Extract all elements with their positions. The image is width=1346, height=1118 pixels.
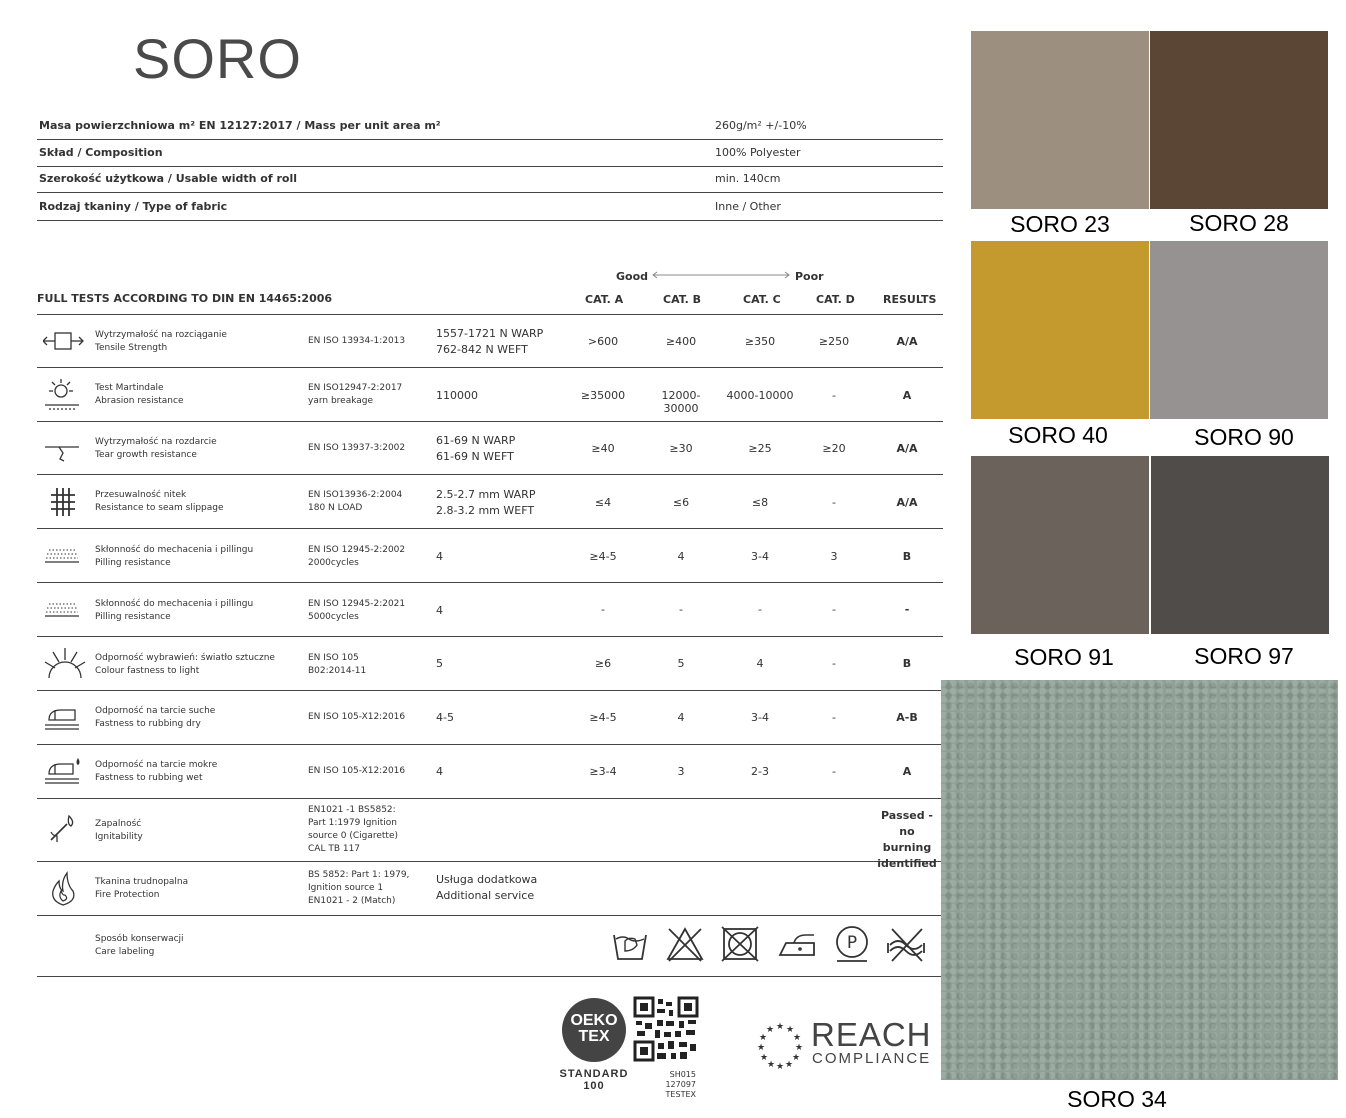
- cat-d-value: ≥20: [822, 442, 846, 455]
- cat-c-value: ≤8: [751, 496, 769, 509]
- pilling-icon: [43, 544, 83, 568]
- oeko-standard-label: STANDARD: [559, 1068, 629, 1080]
- test-standard: 5000cycles: [308, 612, 359, 622]
- test-standard: Ignition source 1: [308, 883, 384, 893]
- cat-c-value: 4000-10000: [726, 389, 794, 402]
- svg-text:★: ★: [766, 1060, 776, 1070]
- cat-b-value: 5: [677, 657, 685, 670]
- ignitability-icon: [43, 814, 83, 846]
- spec-row: [37, 113, 943, 140]
- table-row: [37, 423, 943, 475]
- rubbing-dry-icon: [43, 704, 83, 732]
- test-name-pl: Tkanina trudnopalna: [95, 877, 189, 887]
- test-name-en: Tensile Strength: [95, 343, 168, 353]
- spec-value: 260g/m² +/-10%: [715, 119, 807, 132]
- test-standard: 180 N LOAD: [308, 503, 363, 513]
- swatch-label: SORO 28: [1189, 210, 1289, 236]
- swatch-label: SORO 23: [1010, 211, 1110, 237]
- test-name-en: Pilling resistance: [95, 612, 171, 622]
- swatch-label: SORO 91: [1014, 644, 1114, 670]
- table-row: [37, 800, 943, 870]
- swatch-soro-40: [971, 241, 1149, 419]
- svg-text:P: P: [846, 933, 858, 953]
- test-standard: B02:2014-11: [308, 666, 367, 676]
- swatch-soro-28: [1150, 31, 1328, 209]
- cat-a-value: >600: [587, 335, 619, 348]
- cat-a-header: CAT. A: [585, 293, 624, 306]
- cat-b-value: ≥400: [665, 335, 697, 348]
- test-standard: EN ISO 105-X12:2016: [308, 712, 406, 722]
- svg-text:★: ★: [784, 1060, 794, 1070]
- test-value: 61-69 N WARP: [436, 434, 516, 447]
- table-row: [37, 584, 943, 637]
- cat-d-value: -: [832, 711, 836, 724]
- test-value: 4: [436, 550, 443, 563]
- svg-text:★: ★: [792, 1033, 802, 1043]
- cat-b-value: -: [679, 603, 683, 616]
- spec-label: Szerokość użytkowa / Usable width of roll: [39, 172, 298, 185]
- test-standard: EN ISO 12945-2:2021: [308, 599, 406, 609]
- test-name-pl: Wytrzymałość na rozciąganie: [95, 330, 227, 340]
- good-label: Good: [616, 270, 649, 283]
- cat-b-value: ≥30: [669, 442, 693, 455]
- cat-d-header: CAT. D: [816, 293, 855, 306]
- martindale-icon: [43, 377, 83, 413]
- spec-value: Inne / Other: [715, 200, 781, 213]
- table-row: [37, 638, 943, 691]
- care-label-en: Care labeling: [95, 947, 155, 957]
- test-value: Additional service: [436, 889, 535, 902]
- spec-row: [37, 140, 943, 167]
- qr-code-icon: [633, 996, 699, 1062]
- test-standard: EN ISO 12945-2:2002: [308, 545, 406, 555]
- test-name-en: Colour fastness to light: [95, 666, 200, 676]
- cat-b-value: ≤6: [672, 496, 690, 509]
- cat-d-value: 3: [830, 550, 838, 563]
- testex-label: TESTEX: [665, 1090, 696, 1099]
- test-name-en: Ignitability: [95, 832, 143, 842]
- cat-d-value: ≥250: [818, 335, 850, 348]
- test-name-pl: Skłonność do mechacenia i pillingu: [95, 545, 254, 555]
- test-name-en: Fire Protection: [95, 890, 160, 900]
- swatch-soro-91: [971, 456, 1149, 634]
- cat-c-value: 3-4: [751, 550, 769, 563]
- oeko-code: SH015 127097: [665, 1070, 696, 1089]
- test-name-pl: Wytrzymałość na rozdarcie: [95, 437, 217, 447]
- result-value: A/A: [896, 335, 918, 348]
- swatch-label: SORO 90: [1194, 424, 1294, 450]
- svg-text:★: ★: [756, 1043, 766, 1053]
- good-poor-arrow-icon: [650, 270, 792, 280]
- cat-d-value: -: [832, 765, 836, 778]
- swatch-soro-97: [1151, 456, 1329, 634]
- swatch-soro-34: [941, 680, 1338, 1080]
- test-value: 2.5-2.7 mm WARP: [436, 488, 536, 501]
- seam-slippage-icon: [43, 486, 83, 518]
- fire-icon: [43, 871, 83, 907]
- dry-clean-p-icon: [832, 925, 872, 963]
- cat-a-value: ≤4: [594, 496, 612, 509]
- result-value: A/A: [896, 496, 918, 509]
- test-value: 2.8-3.2 mm WEFT: [436, 504, 535, 517]
- poor-label: Poor: [795, 270, 824, 283]
- test-name-en: Fastness to rubbing dry: [95, 719, 201, 729]
- table-row: [37, 692, 943, 745]
- swatch-soro-23: [971, 31, 1149, 209]
- test-standard: source 0 (Cigarette): [308, 831, 399, 841]
- test-standard: EN1021 -1 BS5852:: [308, 805, 396, 815]
- table-row: [37, 369, 943, 422]
- test-name-en: Resistance to seam slippage: [95, 503, 224, 513]
- result-value: B: [902, 657, 912, 670]
- svg-text:★: ★: [758, 1033, 768, 1043]
- test-name-pl: Odporność na tarcie mokre: [95, 760, 218, 770]
- oeko-text: OEKO: [570, 1012, 618, 1029]
- test-name-en: Abrasion resistance: [95, 396, 184, 406]
- result-value: A: [902, 765, 912, 778]
- cat-c-value: -: [758, 603, 762, 616]
- spec-row: [37, 166, 943, 193]
- svg-text:★: ★: [785, 1025, 795, 1035]
- test-name-pl: Skłonność do mechacenia i pillingu: [95, 599, 254, 609]
- spec-label: Masa powierzchniowa m² EN 12127:2017 / Mass per unit area m²: [39, 119, 441, 132]
- result-value: A: [902, 389, 912, 402]
- test-standard: EN ISO 13934-1:2013: [308, 336, 406, 346]
- swatch-label: SORO 40: [1008, 422, 1108, 448]
- spec-value: 100% Polyester: [715, 146, 801, 159]
- tex-text: TEX: [578, 1028, 610, 1045]
- result-value: B: [902, 550, 912, 563]
- no-tumble-dry-icon: [720, 925, 760, 963]
- cat-b-value: 4: [677, 550, 685, 563]
- cat-c-value: 3-4: [751, 711, 769, 724]
- table-row: [37, 315, 943, 368]
- test-standard: CAL TB 117: [308, 844, 361, 854]
- no-bleach-icon: [665, 925, 705, 963]
- cat-d-value: -: [832, 496, 836, 509]
- test-standard: EN1021 - 2 (Match): [308, 896, 396, 906]
- oeko-100-label: 100: [583, 1080, 605, 1092]
- test-value: 762-842 N WEFT: [436, 343, 528, 356]
- result-value: A/A: [896, 442, 918, 455]
- spec-row: [37, 194, 943, 221]
- cat-a-value: ≥40: [591, 442, 615, 455]
- page-title: SORO: [133, 27, 302, 90]
- test-value: 1557-1721 N WARP: [436, 327, 544, 340]
- cat-d-value: -: [832, 389, 836, 402]
- test-standard: 2000cycles: [308, 558, 359, 568]
- test-name-pl: Odporność wybrawień: światło sztuczne: [95, 653, 275, 663]
- cat-a-value: ≥4-5: [589, 711, 617, 724]
- test-standard: EN ISO 13937-3:2002: [308, 443, 406, 453]
- reach-subtitle: COMPLIANCE: [812, 1050, 932, 1067]
- spec-label: Rodzaj tkaniny / Type of fabric: [39, 200, 228, 213]
- tensile-icon: [43, 327, 85, 355]
- result-value: A-B: [896, 711, 918, 724]
- test-name-en: Pilling resistance: [95, 558, 171, 568]
- eu-stars-icon: [755, 1020, 805, 1070]
- spec-label: Skład / Composition: [39, 146, 163, 159]
- tear-icon: [43, 435, 83, 463]
- results-header: RESULTS: [883, 293, 937, 306]
- svg-text:★: ★: [765, 1025, 775, 1035]
- test-name-en: Tear growth resistance: [95, 450, 197, 460]
- iron-low-icon: [776, 925, 818, 963]
- pilling-icon: [43, 598, 83, 622]
- test-standard: BS 5852: Part 1: 1979,: [308, 870, 410, 880]
- spec-value: min. 140cm: [715, 172, 781, 185]
- cat-a-value: ≥3-4: [589, 765, 617, 778]
- test-value: 61-69 N WEFT: [436, 450, 514, 463]
- test-standard: EN ISO13936-2:2004: [308, 490, 403, 500]
- no-wring-icon: [886, 925, 930, 963]
- cat-a-value: ≥6: [594, 657, 612, 670]
- cat-a-value: ≥35000: [580, 389, 626, 402]
- rubbing-wet-icon: [43, 756, 83, 786]
- test-standard: yarn breakage: [308, 396, 374, 406]
- test-value: 110000: [436, 389, 478, 402]
- table-row: [37, 746, 943, 799]
- cat-a-value: -: [601, 603, 605, 616]
- svg-text:★: ★: [775, 1062, 785, 1070]
- test-value: 4: [436, 765, 443, 778]
- svg-text:★: ★: [794, 1043, 804, 1053]
- svg-text:★: ★: [759, 1053, 769, 1063]
- swatch-label: SORO 97: [1194, 643, 1294, 669]
- tests-title: FULL TESTS ACCORDING TO DIN EN 14465:2006: [37, 292, 333, 305]
- result-value: Passed - no burning identified: [877, 809, 937, 870]
- hand-wash-icon: [611, 925, 649, 963]
- table-row: [37, 863, 943, 916]
- result-value: -: [904, 603, 910, 616]
- cat-b-value: 4: [677, 711, 685, 724]
- test-name-en: Fastness to rubbing wet: [95, 773, 203, 783]
- light-fastness-icon: [43, 646, 87, 680]
- table-row: [37, 530, 943, 583]
- cat-c-value: ≥25: [748, 442, 772, 455]
- swatch-soro-90: [1150, 241, 1328, 419]
- cat-d-value: -: [832, 657, 836, 670]
- reach-title: REACH: [811, 1016, 932, 1053]
- cat-c-value: ≥350: [744, 335, 776, 348]
- cat-c-value: 4: [756, 657, 764, 670]
- swatch-label: SORO 34: [1067, 1086, 1167, 1112]
- svg-text:★: ★: [775, 1022, 785, 1032]
- test-name-pl: Test Martindale: [95, 383, 164, 393]
- cat-b-header: CAT. B: [663, 293, 701, 306]
- test-value: Usługa dodatkowa: [436, 873, 538, 886]
- test-name-pl: Zapalność: [95, 819, 142, 829]
- cat-d-value: -: [832, 603, 836, 616]
- table-row: [37, 476, 943, 529]
- care-label-pl: Sposób konserwacji: [95, 934, 184, 944]
- test-name-pl: Przesuwalność nitek: [95, 490, 187, 500]
- test-value: 5: [436, 657, 443, 670]
- test-standard: EN ISO 105-X12:2016: [308, 766, 406, 776]
- test-standard: Part 1:1979 Ignition: [308, 818, 397, 828]
- test-name-pl: Odporność na tarcie suche: [95, 706, 216, 716]
- cat-a-value: ≥4-5: [589, 550, 617, 563]
- cat-b-value: 3: [677, 765, 685, 778]
- cat-b-value: 12000-30000: [661, 389, 701, 415]
- oeko-tex-logo: [562, 998, 626, 1062]
- test-standard: EN ISO 105: [308, 653, 359, 663]
- svg-text:★: ★: [791, 1053, 801, 1063]
- test-value: 4: [436, 604, 443, 617]
- cat-c-header: CAT. C: [743, 293, 781, 306]
- test-standard: EN ISO12947-2:2017: [308, 383, 403, 393]
- cat-c-value: 2-3: [751, 765, 769, 778]
- test-value: 4-5: [436, 711, 454, 724]
